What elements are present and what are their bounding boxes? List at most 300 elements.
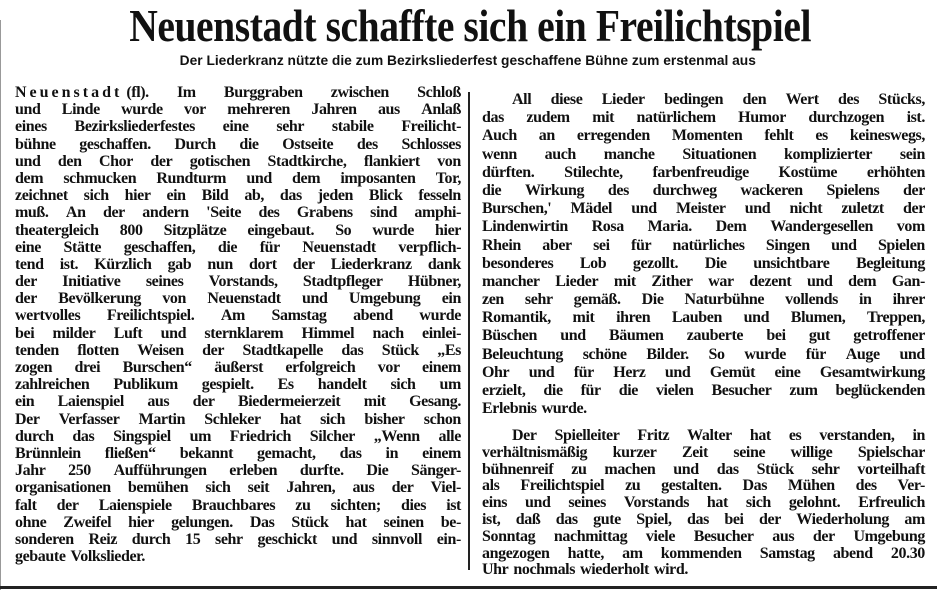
word: nach [372, 324, 404, 342]
word: verhältnismäßig [482, 443, 588, 461]
word: andern [142, 204, 189, 222]
word: die [543, 382, 563, 399]
line-text [126, 84, 461, 101]
word: Silcher [309, 427, 355, 445]
word: theatergleich [15, 221, 99, 239]
word: Es [277, 376, 294, 394]
word: Die [704, 254, 727, 272]
word: Blick [368, 187, 403, 205]
text-line [482, 273, 925, 291]
word: Verfasser [58, 410, 120, 428]
word: Luft [113, 324, 143, 342]
word: Lindenwirtin [482, 218, 568, 236]
word: und [631, 200, 657, 218]
word: Das [249, 513, 275, 531]
word: gute [593, 510, 621, 528]
word: Freilichtspiel [520, 477, 605, 495]
text-line [15, 170, 461, 187]
word: aus [352, 479, 375, 497]
word: zwischen [330, 84, 389, 101]
word: des [855, 477, 877, 495]
word: wiederholt [580, 561, 649, 579]
word: gotischen [189, 152, 251, 170]
text-line [15, 290, 461, 307]
word: Rundturm [156, 169, 227, 187]
word: des [607, 181, 629, 199]
word: Bilder. [646, 345, 689, 363]
text-line [482, 218, 925, 236]
word: erhöhten [866, 163, 925, 181]
word: und [15, 101, 41, 119]
word: der [903, 200, 925, 218]
word: tenden [15, 341, 59, 359]
word: handelt [317, 376, 367, 394]
word: gespielt. [201, 376, 254, 394]
word: Laienspiel [57, 393, 124, 411]
word: durchzogen [808, 109, 885, 127]
word: Lieder [601, 91, 645, 108]
word: und [331, 530, 358, 548]
word: „Es [437, 341, 461, 359]
word: ohne [15, 513, 47, 531]
word: gelohnt. [788, 494, 841, 512]
word: die [217, 238, 238, 256]
word: Stadtpfleger [302, 273, 383, 291]
word: Spiel, [636, 510, 672, 528]
word: 250 [68, 462, 91, 480]
word: gestalten. [661, 477, 722, 495]
word: Martin [138, 410, 186, 428]
text-line [15, 84, 461, 101]
word: das [341, 341, 364, 359]
word: Neuenstadt [207, 290, 281, 308]
word: erleben [229, 462, 278, 480]
word: Grabens [296, 204, 353, 222]
word: Umgebung [853, 527, 925, 545]
word: Auge [845, 345, 880, 363]
word: sehr [811, 460, 840, 478]
word: wurde [372, 221, 414, 239]
text-line [482, 200, 925, 218]
word: Singspiel [113, 427, 171, 445]
text-line [482, 164, 925, 182]
word: der [150, 152, 173, 170]
text-line [15, 136, 461, 153]
article-left-column [15, 84, 461, 565]
text-line [482, 91, 925, 109]
word: sich [320, 410, 346, 428]
word: von [437, 152, 461, 170]
word: hier [128, 513, 155, 531]
word: All [512, 91, 532, 108]
word: Burggraben [223, 84, 303, 101]
word: fließen“ [104, 444, 156, 462]
word: Spielens [826, 181, 880, 199]
word: dem [15, 169, 44, 187]
word: Rhein [482, 236, 521, 254]
word: das [482, 109, 504, 127]
text-line [482, 255, 925, 273]
word: flotten [77, 341, 119, 359]
word: und [743, 309, 770, 327]
word: hier [435, 221, 461, 239]
word: gebaute [15, 548, 66, 566]
word: Am [220, 307, 245, 325]
word: besonderes [482, 254, 554, 272]
word: den [742, 91, 767, 108]
clipping-edge [0, 20, 1, 590]
word: Blumen, [790, 309, 846, 327]
word: verpflich- [398, 238, 461, 256]
word: eine [222, 118, 249, 136]
word: in [385, 444, 399, 462]
word: die [482, 181, 502, 199]
word: Burschen,' [482, 200, 552, 218]
word: Der [15, 410, 40, 428]
word: Liederkranz [330, 255, 412, 273]
word: auch [544, 145, 576, 163]
word: Brünnlein [15, 444, 81, 462]
word: Stücks, [878, 91, 925, 108]
word: jeden [317, 187, 354, 205]
text-line [482, 428, 925, 445]
word: Umgebung [348, 290, 421, 308]
word: seines [568, 494, 606, 512]
word: Brauchbares [191, 496, 276, 514]
word: Zweifel [63, 513, 112, 531]
word: 'Seite [206, 204, 242, 222]
word: und [528, 363, 555, 381]
word: mehreren [227, 101, 291, 119]
word: be- [440, 513, 461, 531]
word: sehr [276, 118, 305, 136]
word: hat [279, 410, 301, 428]
word: eines [15, 118, 47, 136]
word: sich [390, 376, 416, 394]
word: das [339, 444, 362, 462]
word: farbenfreudige [652, 163, 749, 181]
word: sonderen [15, 530, 74, 548]
word: Freilicht- [401, 118, 461, 136]
word: kurzer [612, 443, 657, 461]
word: gemacht, [257, 444, 316, 462]
word: milder [52, 324, 96, 342]
word: Uhr [482, 561, 509, 579]
word: Biedermeierzeit [237, 393, 341, 411]
word: zogen [15, 359, 53, 376]
word: Mühen [787, 477, 835, 495]
word: vorteilhaft [857, 460, 925, 478]
word: sternklarem [204, 324, 284, 342]
word: es [788, 427, 802, 444]
text-line [15, 273, 461, 290]
word: erfolgreich [285, 359, 356, 376]
word: Linde [61, 101, 100, 119]
word: ein- [436, 530, 461, 548]
word: um [439, 376, 461, 394]
word: sehr [215, 530, 243, 548]
word: Singen [765, 236, 810, 254]
text-line [15, 222, 461, 239]
word: Schleker [204, 410, 261, 428]
word: und [160, 324, 187, 342]
text-line [15, 428, 461, 445]
word: sei [593, 236, 610, 254]
word: wertvolles [15, 307, 81, 325]
word: vom [896, 218, 925, 236]
word: imposanten [340, 169, 416, 187]
word: nicht [789, 200, 823, 218]
subtitle: Der Liederkranz nützte die zum Bezirksliederfest geschaffene Bühne zum erstenmal aus [179, 53, 756, 68]
word: für [580, 382, 601, 399]
word: schmucken [63, 169, 137, 187]
word: gelungen. [171, 513, 233, 531]
word: zu [295, 496, 311, 514]
word: des [838, 91, 860, 108]
word: amphi- [414, 204, 461, 222]
word: Kürzlich [94, 255, 152, 273]
word: bei [766, 327, 786, 345]
text-line [482, 478, 925, 495]
word: beglückenden [835, 382, 925, 399]
word: Chor [99, 152, 133, 170]
word: muß. [15, 204, 49, 222]
word: So [708, 345, 725, 363]
text-line [15, 342, 461, 359]
word: der [102, 204, 125, 222]
word: durchweg [652, 181, 717, 199]
text-line [482, 562, 925, 579]
word: Wirkung [524, 181, 585, 199]
word: Stück [291, 513, 329, 531]
word: Naturbühne [684, 291, 765, 309]
word: Wert [785, 91, 819, 108]
word: bemühen [127, 479, 189, 497]
word: die [618, 382, 638, 399]
word: Ver- [897, 477, 925, 495]
word: Gan- [891, 272, 925, 290]
word: mit [363, 393, 386, 411]
word: 20.30 [890, 544, 925, 562]
word: Publikum [113, 376, 178, 394]
word: willige [790, 443, 833, 461]
word: bedingen [664, 91, 724, 108]
word: Mädel [570, 200, 613, 218]
word: Neuenstadt [302, 238, 376, 256]
word: zu [571, 460, 587, 478]
text-line [15, 118, 461, 135]
word: Lauben [671, 309, 722, 327]
word: für [631, 236, 652, 254]
word: hat [345, 513, 367, 531]
word: nachmittag [553, 527, 628, 545]
word: das [687, 510, 709, 528]
word: erregenden [576, 127, 650, 145]
word: Gesang. [409, 393, 461, 411]
word: des [258, 204, 280, 222]
word: Romantik, [482, 309, 551, 327]
word: Auch [482, 127, 517, 145]
word: Ostseite [282, 135, 334, 153]
word: An [65, 204, 86, 222]
text-line [15, 101, 461, 118]
word: und [302, 290, 328, 308]
word: ein [441, 290, 461, 308]
word: Lieder [555, 272, 599, 290]
word: das [716, 460, 739, 478]
word: Sitzplätze [163, 221, 227, 239]
word: vollends [785, 291, 838, 309]
word: Humor [738, 109, 786, 127]
word: vielen [655, 382, 694, 399]
word: zum [789, 382, 818, 399]
word: viele [645, 527, 676, 545]
word: am [904, 510, 925, 528]
word: ist. [59, 255, 79, 273]
word: Beleuchtung [482, 345, 563, 363]
word: und [664, 363, 691, 381]
text-line [482, 146, 925, 164]
word: wackeren [740, 181, 803, 199]
word: bisher [364, 410, 405, 428]
word: Ohr [482, 363, 510, 381]
word: seine [733, 443, 766, 461]
word: zeichnet [15, 187, 68, 205]
word: Maria. [647, 218, 692, 236]
word: „Wenn [373, 427, 420, 445]
word: Stadtkapelle [242, 341, 323, 359]
word: sind [370, 204, 398, 222]
word: Initiative [62, 273, 121, 291]
column-divider [468, 92, 470, 570]
word: ihrer [892, 291, 925, 309]
word: einlei- [422, 324, 461, 342]
word: Tor, [435, 169, 461, 187]
word: 15 [185, 530, 201, 548]
word: durch [131, 530, 171, 548]
word: Aufführungen [113, 462, 207, 480]
word: flankiert [363, 152, 420, 170]
word: schöne [582, 345, 627, 363]
word: um [189, 427, 212, 445]
word: Zeit [681, 443, 708, 461]
text-line [482, 346, 925, 364]
word: Der [512, 427, 537, 444]
word: Lob [579, 254, 607, 272]
text-line [482, 529, 925, 546]
word: ein [15, 393, 35, 411]
word: am [622, 544, 643, 562]
word: Rosa [591, 218, 624, 236]
word: vor [377, 359, 400, 376]
word: Walter [687, 427, 732, 444]
word: fehlt [764, 127, 794, 145]
text-line [15, 376, 461, 393]
word: So [335, 221, 352, 239]
word: gezollt. [632, 254, 679, 272]
word: Stilechte, [564, 163, 623, 181]
word: Stück [756, 460, 794, 478]
word: bei [724, 510, 744, 528]
word: der [15, 290, 37, 308]
text-line [15, 325, 461, 342]
word: Herz [613, 363, 646, 381]
text-line [15, 514, 461, 531]
word: Wiederholung [796, 510, 889, 528]
word: durfte. [299, 462, 344, 480]
word: schon [423, 410, 461, 428]
word: dort [248, 255, 277, 273]
word: hatte, [567, 544, 604, 562]
article-right-paragraph-1 [482, 91, 925, 418]
word: dem [292, 169, 321, 187]
word: manche [603, 145, 655, 163]
word: dürften. [482, 163, 535, 181]
word: und [560, 327, 586, 345]
word: (fl). [126, 84, 149, 101]
word: stabile [331, 118, 374, 136]
word: Himmel [301, 324, 355, 342]
word: Spielleiter [554, 427, 620, 444]
word: eingebaut. [247, 221, 315, 239]
text-line [15, 256, 461, 273]
word: Hübner, [407, 273, 461, 291]
word: diese [550, 91, 583, 108]
word: mit [613, 272, 636, 290]
text-line [15, 497, 461, 514]
word: der [391, 479, 414, 497]
word: Durch [174, 135, 216, 153]
word: fesseln [418, 187, 461, 205]
word: und [15, 152, 41, 170]
text-line [15, 359, 461, 376]
text-line [15, 153, 461, 170]
word: war [708, 272, 734, 290]
word: der [812, 527, 835, 545]
word: Weisen [137, 341, 184, 359]
text-line [482, 182, 925, 200]
word: der [202, 341, 225, 359]
word: keineswegs, [849, 127, 925, 145]
word: hat [749, 427, 771, 444]
word: eins [482, 494, 508, 512]
word: für [573, 363, 594, 381]
word: und [524, 494, 551, 512]
text-line [15, 393, 461, 410]
word: Stadtkirche, [267, 152, 347, 170]
text-line [482, 462, 925, 479]
word: Erlebnis [482, 400, 537, 418]
text-line [15, 548, 461, 565]
word: mit [592, 109, 615, 127]
word: machen [604, 460, 656, 478]
word: gemäß. [573, 291, 621, 309]
word: bei [15, 324, 35, 342]
word: Fritz [637, 427, 670, 444]
word: drei [74, 359, 101, 376]
word: natürliches [672, 236, 745, 254]
word: Volkslieder. [70, 548, 146, 566]
word: zuletzt [841, 200, 884, 218]
word: kommenden [660, 544, 742, 562]
word: angezogen [482, 544, 550, 562]
word: Treppen, [867, 309, 925, 327]
word: den [57, 152, 82, 170]
word: erzielt, [482, 382, 526, 399]
word: Vorstands [623, 494, 690, 512]
word: alle [438, 427, 461, 445]
text-line [482, 291, 925, 309]
